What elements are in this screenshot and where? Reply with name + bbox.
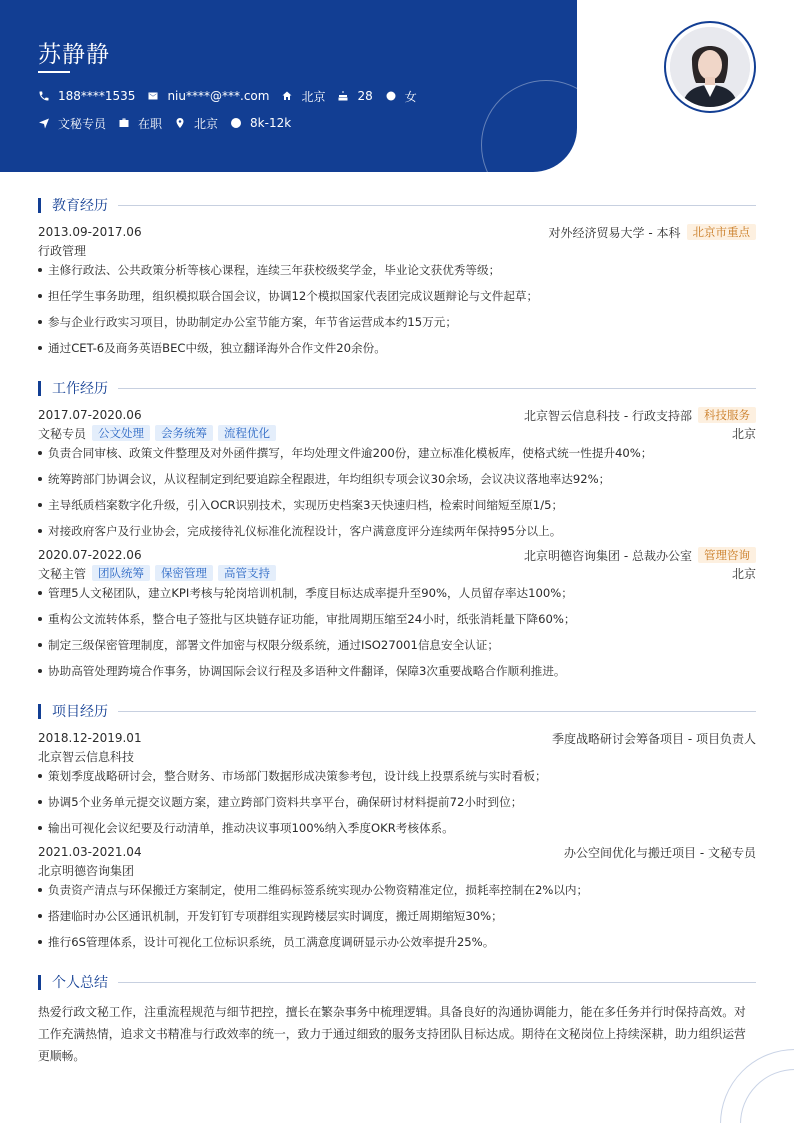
job-date: 2020.07-2022.06 bbox=[38, 548, 142, 562]
project-name: 办公空间优化与搬迁项目 - 文秘专员 bbox=[564, 845, 756, 860]
send-icon bbox=[38, 117, 50, 129]
profile-photo bbox=[670, 27, 750, 107]
salary-item bbox=[230, 115, 291, 131]
list-item: 主导纸质档案数字化升级，引入OCR识别技术，实现历史档案3天快速归档，检索时间缩短至原1/5； bbox=[38, 496, 756, 514]
list-item: 协调5个业务单元提交议题方案，建立跨部门资料共享平台，确保研讨材料提前72小时到位； bbox=[38, 793, 756, 811]
list-item: 搭建临时办公区通讯机制，开发钉钉专项群组实现跨楼层实时调度，搬迁周期缩短30%； bbox=[38, 907, 756, 925]
section-title: 工作经历 bbox=[52, 381, 108, 397]
home-item bbox=[281, 88, 325, 104]
section-marker bbox=[38, 975, 41, 990]
list-item: 对接政府客户及行业协会，完成接待礼仪标准化流程设计，客户满意度评分连续两年保持95分以上。 bbox=[38, 522, 756, 540]
job-header-row bbox=[38, 406, 756, 424]
skill-tag: 高管支持 bbox=[218, 565, 276, 581]
salary-icon bbox=[230, 117, 242, 129]
job-role: 文秘专员 bbox=[38, 426, 87, 441]
education-major: 行政管理 bbox=[38, 243, 87, 258]
project-org-row bbox=[38, 861, 756, 879]
target-job-item bbox=[38, 115, 106, 131]
job-role-row bbox=[38, 564, 756, 582]
salary-text: 8k-12k bbox=[250, 116, 292, 130]
education-school: 对外经济贸易大学 - 本科 bbox=[548, 225, 681, 240]
project-org: 北京智云信息科技 bbox=[38, 749, 135, 764]
candidate-name: 苏静静 bbox=[38, 42, 110, 68]
list-item: 重构公文流转体系，整合电子签批与区块链存证功能，审批周期压缩至24小时，纸张消耗量下降60%； bbox=[38, 610, 756, 628]
email-item bbox=[147, 88, 269, 104]
section-divider bbox=[118, 205, 756, 206]
job-info-row bbox=[38, 115, 303, 131]
person-portrait-icon bbox=[670, 27, 750, 107]
skill-tag: 团队统筹 bbox=[92, 565, 150, 581]
industry-badge: 科技服务 bbox=[698, 407, 756, 423]
section-marker bbox=[38, 381, 41, 396]
job-company: 北京智云信息科技 - 行政支持部 bbox=[524, 408, 692, 423]
list-item: 主修行政法、公共政策分析等核心课程，连续三年获校级奖学金，毕业论文获优秀等级； bbox=[38, 261, 756, 279]
work-section-header bbox=[38, 379, 756, 397]
project-org: 北京明德咨询集团 bbox=[38, 863, 135, 878]
phone-text: 188****1535 bbox=[58, 89, 136, 103]
job-date: 2017.07-2020.06 bbox=[38, 408, 142, 422]
list-item: 统筹跨部门协调会议，从议程制定到纪要追踪全程跟进，年均组织专项会议30余场，会议决议落地率达92%； bbox=[38, 470, 756, 488]
education-header-row bbox=[38, 223, 756, 241]
list-item: 负责资产清点与环保搬迁方案制定，使用二维码标签系统实现办公物资精准定位，损耗率控制在2%以内； bbox=[38, 881, 756, 899]
home-icon bbox=[281, 90, 293, 102]
age-text: 28 bbox=[357, 89, 373, 103]
list-item: 通过CET-6及商务英语BEC中级，独立翻译海外合作文件20余份。 bbox=[38, 339, 756, 357]
location-pin-icon bbox=[174, 117, 186, 129]
section-title: 教育经历 bbox=[52, 198, 108, 214]
list-item: 协助高管处理跨境合作事务，协调国际会议行程及多语种文件翻译，保障3次重要战略合作顺利推进。 bbox=[38, 662, 756, 680]
skill-tag: 会务统筹 bbox=[155, 425, 213, 441]
status-item bbox=[118, 115, 162, 131]
education-date: 2013.09-2017.06 bbox=[38, 225, 142, 239]
section-divider bbox=[118, 388, 756, 389]
job-role: 文秘主管 bbox=[38, 566, 87, 581]
list-item: 策划季度战略研讨会，整合财务、市场部门数据形成决策参考包，设计线上投票系统与实时看板； bbox=[38, 767, 756, 785]
school-badge: 北京市重点 bbox=[687, 224, 757, 240]
job-header-row bbox=[38, 546, 756, 564]
phone-icon bbox=[38, 90, 50, 102]
email-text: niu****@***.com bbox=[167, 89, 270, 103]
list-item: 输出可视化会议纪要及行动清单，推动决议事项100%纳入季度OKR考核体系。 bbox=[38, 819, 756, 837]
home-text: 北京 bbox=[301, 89, 326, 104]
section-marker bbox=[38, 704, 41, 719]
target-job-text: 文秘专员 bbox=[58, 116, 107, 131]
industry-badge: 管理咨询 bbox=[698, 547, 756, 563]
gender-text: 女 bbox=[404, 89, 417, 104]
skill-tag: 保密管理 bbox=[155, 565, 213, 581]
section-title: 个人总结 bbox=[52, 975, 108, 991]
education-major-row bbox=[38, 241, 756, 259]
decorative-circle bbox=[481, 80, 577, 172]
list-item: 管理5人文秘团队，建立KPI考核与轮岗培训机制，季度目标达成率提升至90%，人员留存率达100%； bbox=[38, 584, 756, 602]
gender-item bbox=[385, 88, 417, 104]
section-divider bbox=[118, 982, 756, 983]
section-title: 项目经历 bbox=[52, 704, 108, 720]
age-item bbox=[337, 88, 372, 104]
project-name: 季度战略研讨会筹备项目 - 项目负责人 bbox=[552, 731, 756, 746]
summary-section-header bbox=[38, 973, 756, 991]
job-city: 北京 bbox=[731, 566, 756, 581]
projects-section-header bbox=[38, 702, 756, 720]
education-section-header bbox=[38, 196, 756, 214]
contact-info-row bbox=[38, 88, 429, 104]
list-item: 参与企业行政实习项目，协助制定办公室节能方案，年节省运营成本约15万元； bbox=[38, 313, 756, 331]
summary-text: 热爱行政文秘工作，注重流程规范与细节把控，擅长在繁杂事务中梳理逻辑。具备良好的沟通协调能力，能在多任务并行时保持高效。对工作充满热情，追求文书精准与行政效率的统一，致力于通过细致的服务支持团队目标达成。期待在文秘岗位上持续深耕，助力组织运营更顺畅。 bbox=[38, 1005, 746, 1063]
mail-icon bbox=[147, 90, 159, 102]
list-item: 推行6S管理体系，设计可视化工位标识系统，员工满意度调研显示办公效率提升25%。 bbox=[38, 933, 756, 951]
project-header-row bbox=[38, 729, 756, 747]
target-city-text: 北京 bbox=[194, 116, 219, 131]
project-org-row bbox=[38, 747, 756, 765]
project-date: 2018.12-2019.01 bbox=[38, 731, 142, 745]
section-marker bbox=[38, 198, 41, 213]
job-role-row bbox=[38, 424, 756, 442]
header-banner bbox=[0, 0, 577, 172]
project-date: 2021.03-2021.04 bbox=[38, 845, 142, 859]
phone-item bbox=[38, 88, 135, 104]
status-text: 在职 bbox=[138, 116, 163, 131]
skill-tag: 流程优化 bbox=[218, 425, 276, 441]
list-item: 制定三级保密管理制度，部署文件加密与权限分级系统，通过ISO27001信息安全认证； bbox=[38, 636, 756, 654]
gender-icon bbox=[385, 90, 397, 102]
list-item: 担任学生事务助理，组织模拟联合国会议，协调12个模拟国家代表团完成议题辩论与文件起草； bbox=[38, 287, 756, 305]
target-city-item bbox=[174, 115, 218, 131]
cake-icon bbox=[337, 90, 349, 102]
job-company: 北京明德咨询集团 - 总裁办公室 bbox=[524, 548, 692, 563]
briefcase-icon bbox=[118, 117, 130, 129]
list-item: 负责合同审核、政策文件整理及对外函件撰写，年均处理文件逾200份，建立标准化模板库，使格式统一性提升40%； bbox=[38, 444, 756, 462]
name-underline bbox=[38, 71, 70, 73]
avatar bbox=[664, 21, 756, 113]
job-city: 北京 bbox=[731, 426, 756, 441]
project-header-row bbox=[38, 843, 756, 861]
section-divider bbox=[118, 711, 756, 712]
skill-tag: 公文处理 bbox=[92, 425, 150, 441]
